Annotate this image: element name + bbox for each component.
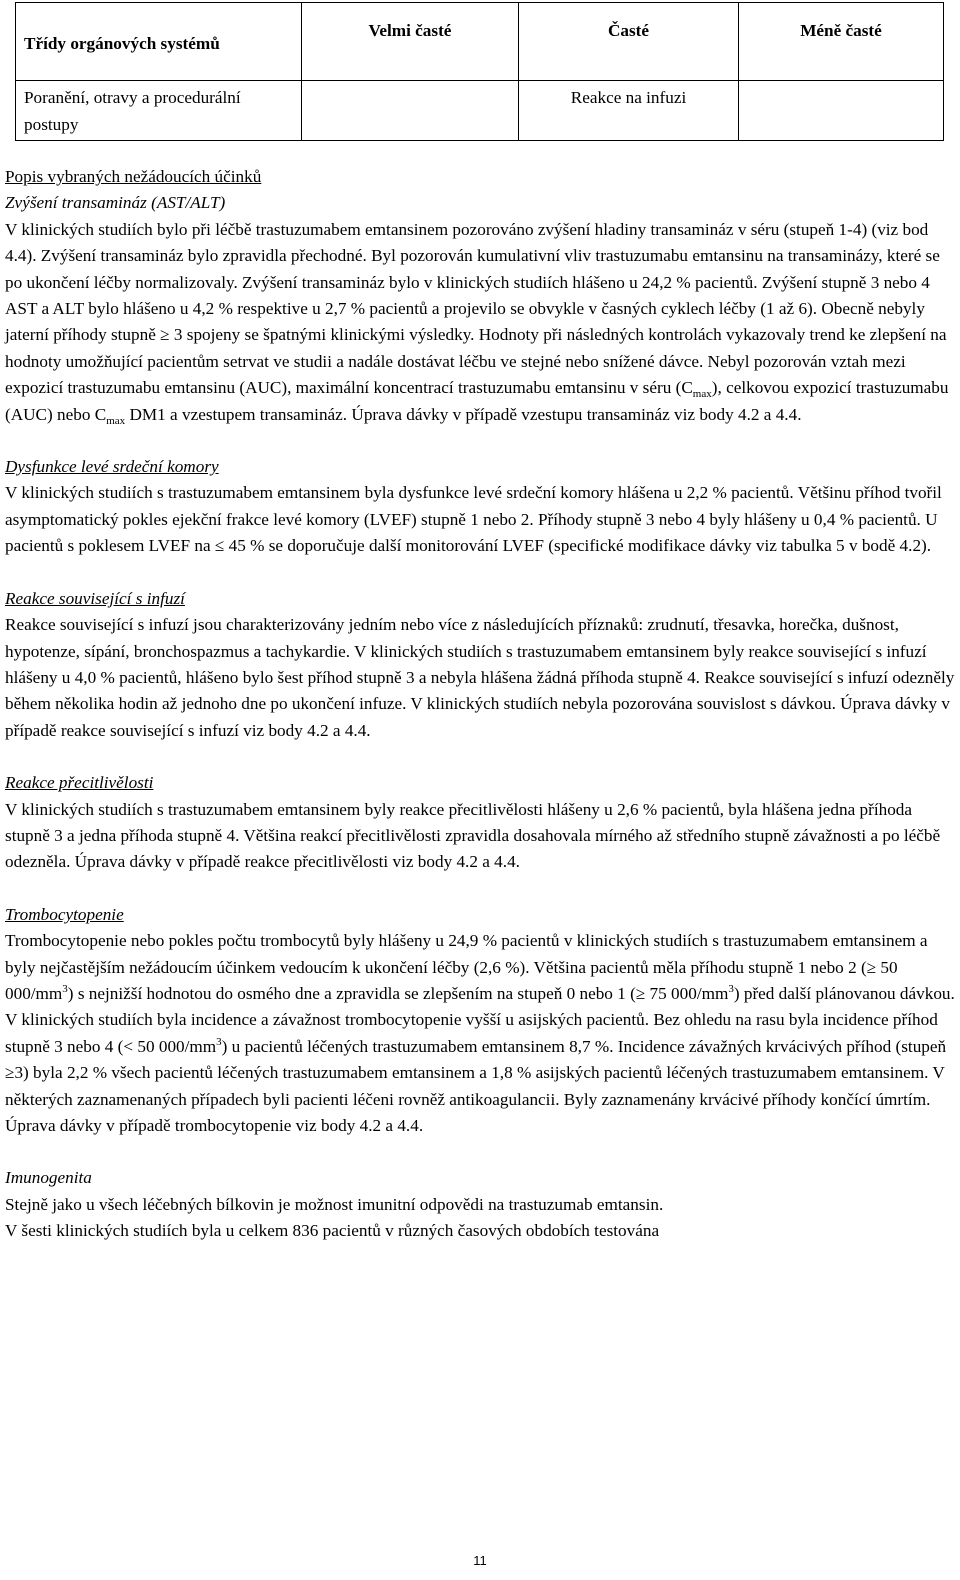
transaminases-section bbox=[5, 190, 955, 428]
header-organ-class: Třídy orgánových systémů bbox=[16, 3, 302, 81]
header-very-common: Velmi časté bbox=[302, 3, 519, 81]
section-title: Popis vybraných nežádoucích účinků bbox=[5, 167, 262, 186]
document-body bbox=[5, 164, 955, 1245]
lv-title: Dysfunkce levé srdeční komory bbox=[5, 457, 219, 477]
text-run: 3 spojeny se špatnými klinickými výsledky. Hodnoty při následných kontrolách vykazovaly trend ke zlepšení na hodnoty umožňující pacientům setrvat ve studii a nadále dostávat léčbu ve stejné nebo snížené dávce. Nebyl pozorován vztah mezi expozicí trastuzumabu emtansinu (AUC), maximální koncentrací trastuzumabu emtansinu v séru (C bbox=[5, 325, 947, 398]
text-run: ) u pacientů léčených trastuzumabem emtansinem 8,7 %. Incidence závažných krvácivých příhod (stupeň bbox=[221, 1036, 947, 1056]
superscript-3: 3 bbox=[728, 982, 734, 995]
subscript-max: max bbox=[106, 414, 126, 427]
text-run: V klinických studiích s trastuzumabem emtansinem byla dysfunkce levé srdeční komory hlášena u 2,2 % pacientů. Většinu příhod tvořil asymptomatický pokles ejekční frakce levé komory (LVEF) stupně 1 nebo 2. Příhody stupně 3 nebo 4 byly hlášeny u 0,4 % pacientů. U pacientů s poklesem LVEF na bbox=[5, 483, 942, 556]
cell-common: Reakce na infuzi bbox=[519, 81, 739, 141]
transaminases-title: Zvýšení transamináz (AST/ALT) bbox=[5, 193, 226, 213]
hypersensitivity-title: Reakce přecitlivělosti bbox=[5, 773, 154, 793]
text-run: 50 000/mm bbox=[5, 957, 898, 1003]
thrombocytopenia-title: Trombocytopenie bbox=[5, 904, 124, 924]
immunogenicity-line-2: V šesti klinických studiích byla u celkem 836 pacientů v různých časových obdobích testována bbox=[5, 1221, 660, 1241]
ge-symbol: ≥ bbox=[866, 957, 877, 977]
le-symbol: ≤ bbox=[214, 536, 225, 556]
cell-organ-class: Poranění, otravy a procedurální postupy bbox=[16, 81, 302, 141]
lv-section bbox=[5, 454, 955, 560]
subscript-max: max bbox=[692, 388, 712, 401]
header-uncommon: Méně časté bbox=[739, 3, 944, 81]
ge-symbol: ≥ bbox=[5, 1063, 15, 1083]
table-header-row bbox=[16, 3, 944, 81]
hypersensitivity-section bbox=[5, 770, 955, 876]
text-run: ), celkovou expozicí trastuzumabu (AUC) nebo C bbox=[5, 378, 949, 424]
text-run: 45 % se doporučuje další monitorování LVEF (specifické modifikace dávky viz tabulka 5 v bodě 4.2). bbox=[224, 536, 932, 556]
transaminases-paragraph bbox=[5, 217, 955, 428]
ge-symbol: ≥ bbox=[635, 983, 646, 1003]
infusion-section bbox=[5, 586, 955, 744]
cell-very-common bbox=[302, 81, 519, 141]
superscript-3: 3 bbox=[62, 982, 68, 995]
immunogenicity-title: Imunogenita bbox=[5, 1168, 92, 1188]
hypersensitivity-paragraph: V klinických studiích s trastuzumabem emtansinem byly reakce přecitlivělosti hlášeny u 2,6 % pacientů, byla hlášena jedna příhoda stupně 3 a jedna příhoda stupně 4. Většina reakcí přecitlivělosti zpravidla dosahovala mírného až středního stupně závažnosti a po léčbě odezněla. Úprava dávky v případě reakce přecitlivělosti viz body 4.2 a 4.4. bbox=[5, 799, 941, 872]
table-row bbox=[16, 81, 944, 141]
text-run: DM1 a vzestupem transamináz. Úprava dávky v případě vzestupu transamináz viz body 4.2 a 4.4. bbox=[125, 404, 802, 424]
header-common: Časté bbox=[519, 3, 739, 81]
text-run: 3) byla 2,2 % všech pacientů léčených trastuzumabem emtansinem a 1,8 % asijských pacientů léčených trastuzumabem emtansinem. V některých zaznamenaných případech byli pacienti léčeni rovněž antikoagulancii. Byly zaznamenány krvácivé příhody končící úmrtím. Úprava dávky v případě trombocytopenie viz body 4.2 a 4.4. bbox=[5, 1063, 945, 1135]
text-run: ) s nejnižší hodnotou do osmého dne a zpravidla se zlepšením na stupeň 0 nebo 1 ( bbox=[67, 983, 636, 1003]
superscript-3: 3 bbox=[216, 1035, 222, 1048]
infusion-paragraph: Reakce související s infuzí jsou charakterizovány jedním nebo více z následujících příznaků: zrudnutí, třesavka, horečka, dušnost, hypotenze, sípání, bronchospazmus a tachykardie. V klinických studiích s trastuzumabem emtansinem byly reakce související s infuzí hlášeny u 4,0 % pacientů, hlášeno bylo šest příhod stupně 3 a nebyla hlášena žádná příhoda stupně 4. Reakce související s infuzí odezněly během několika hodin až jednoho dne po ukončení infuze. V klinických studiích nebyla pozorována souvislost s dávkou. Úprava dávky v případě reakce související s infuzí viz body 4.2 a 4.4. bbox=[5, 615, 955, 740]
immunogenicity-line-1: Stejně jako u všech léčebných bílkovin je možnost imunitní odpovědi na trastuzumab emtansin. bbox=[5, 1194, 664, 1214]
adverse-reactions-table bbox=[15, 2, 944, 141]
immunogenicity-section bbox=[5, 1165, 955, 1244]
text-run: 75 000/mm bbox=[645, 983, 729, 1003]
lv-paragraph bbox=[5, 480, 955, 559]
cell-uncommon bbox=[739, 81, 944, 141]
thrombocytopenia-paragraph bbox=[5, 928, 955, 1139]
thrombocytopenia-section bbox=[5, 902, 955, 1140]
text-run: V klinických studiích bylo při léčbě trastuzumabem emtansinem pozorováno zvýšení hladiny transamináz v séru (stupeň 1-4) (viz bod 4.4). Zvýšení transamináz bylo zpravidla přechodné. Byl pozorován kumulativní vliv trastuzumabu emtansinu na transaminázy, které se po ukončení léčby normalizovaly. Zvýšení transamináz bylo v klinických studiích hlášeno u 24,2 % pacientů. Zvýšení stupně 3 nebo 4 AST a ALT bylo hlášeno u 4,2 % respektive u 2,7 % pacientů a projevilo se obvykle v časných cyklech léčby (1 až 6). Obecně nebyly jaterní příhody stupně bbox=[5, 219, 940, 345]
infusion-title: Reakce související s infuzí bbox=[5, 588, 185, 608]
text-run: Trombocytopenie nebo pokles počtu trombocytů byly hlášeny u 24,9 % pacientů v klinických studiích s trastuzumabem emtansinem a byly nejčastějším nežádoucím účinkem vedoucím k ukončení léčby (2,6 %). Většina pacientů měla příhodu stupně 1 nebo 2 ( bbox=[5, 931, 928, 977]
ge-symbol: ≥ bbox=[160, 325, 170, 345]
text-run: ) před další plánovanou dávkou. V klinických studiích byla incidence a závažnost trombocytopenie vyšší u asijských pacientů. Bez ohledu na rasu byla incidence příhod stupně 3 nebo 4 (< 50 000/mm bbox=[5, 983, 955, 1056]
page-number: 11 bbox=[473, 1553, 487, 1568]
